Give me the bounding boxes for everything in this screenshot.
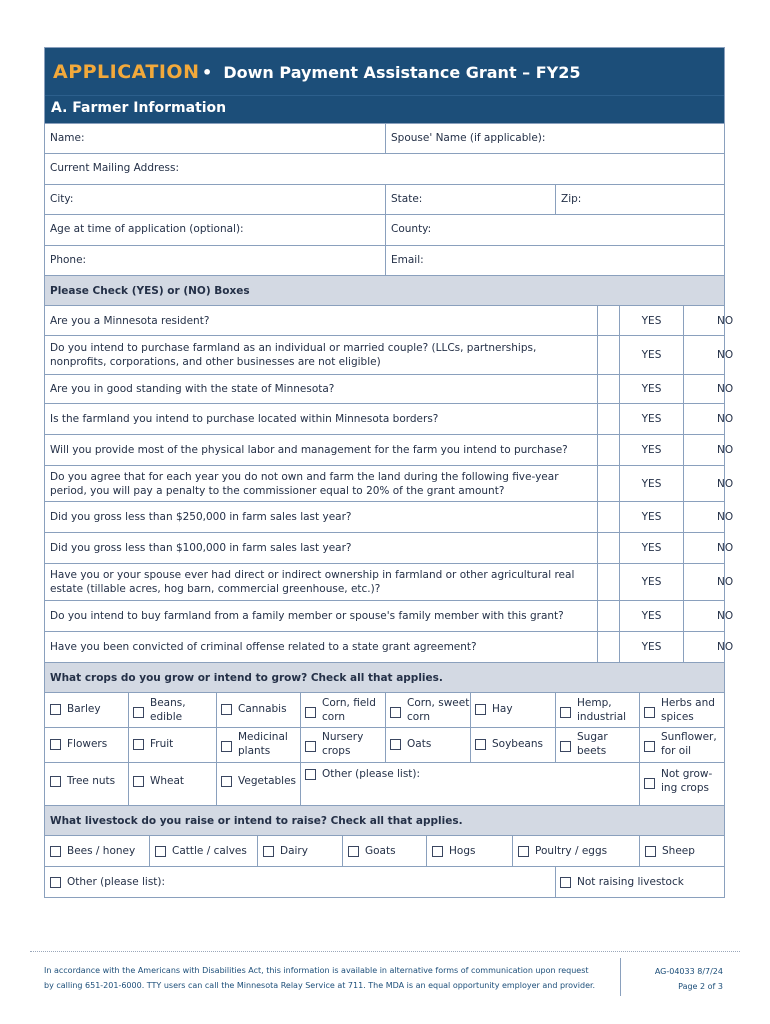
spouse-name-field[interactable] [385, 124, 724, 153]
yes-label: YES [619, 533, 683, 563]
checkbox[interactable] [348, 846, 359, 857]
crops-grid [45, 692, 724, 805]
checkbox[interactable] [50, 776, 61, 787]
question-text: Are you in good standing with the state of Minnesota? [50, 383, 335, 395]
crop-label: Medicinal plants [238, 731, 288, 757]
yes-checkbox-cell[interactable] [597, 375, 619, 403]
yes-no-heading: Please Check (YES) or (NO) Boxes [50, 285, 250, 297]
section-a-header [45, 95, 724, 123]
crop-option[interactable] [475, 737, 543, 751]
question-row [45, 374, 734, 403]
crop-label: Wheat [150, 775, 185, 787]
no-checkbox-cell[interactable] [683, 632, 705, 662]
yes-checkbox-cell[interactable] [597, 601, 619, 631]
no-label: NO [717, 610, 734, 622]
yes-label: YES [619, 502, 683, 532]
livestock-label: Cattle / calves [172, 845, 247, 857]
checkbox[interactable] [155, 846, 166, 857]
footer-meta [628, 964, 723, 994]
crop-label: Hemp, industrial [577, 697, 627, 723]
no-label: NO [717, 542, 734, 554]
question-text: Have you been convicted of criminal offense related to a state grant agreement? [50, 641, 477, 653]
form-title [202, 63, 581, 82]
no-checkbox-cell[interactable] [683, 336, 705, 374]
livestock-label: Not raising livestock [577, 876, 684, 888]
grid-line [426, 836, 427, 866]
title-bullet: • [202, 63, 213, 82]
crop-option[interactable] [133, 737, 173, 751]
crop-option[interactable] [644, 730, 722, 758]
question-text: Did you gross less than $100,000 in farm sales last year? [50, 542, 352, 554]
city-field[interactable] [45, 185, 385, 214]
question-row [45, 434, 734, 465]
footer-divider [30, 951, 740, 952]
crop-label: Sunflower, for oil [661, 731, 717, 757]
no-checkbox-cell[interactable] [683, 375, 705, 403]
age-field[interactable] [45, 215, 385, 245]
age-row [45, 214, 724, 245]
state-label: State: [391, 193, 423, 205]
yes-label: YES [619, 632, 683, 662]
livestock-row [45, 835, 724, 866]
crop-label: Flowers [67, 738, 108, 750]
name-label: Name: [50, 132, 85, 144]
question-text: Are you a Minnesota resident? [50, 314, 210, 327]
name-row [45, 123, 724, 153]
crop-option[interactable] [475, 702, 513, 716]
footer-notice-line: In accordance with the Americans with Disabilities Act, this information is available in alternative forms of communication upon request [44, 966, 589, 975]
livestock-option[interactable] [263, 844, 308, 858]
checkbox[interactable] [133, 776, 144, 787]
crop-option[interactable] [644, 767, 722, 795]
yes-label: YES [619, 336, 683, 374]
application-label: APPLICATION [53, 61, 200, 83]
crop-label: Herbs and spices [661, 697, 715, 723]
crop-label: Other (please list): [322, 768, 421, 780]
crop-label: Corn, sweet corn [407, 697, 470, 723]
city-label: City: [50, 193, 74, 205]
yes-label: YES [619, 466, 683, 501]
section-a-title: A. Farmer Information [51, 100, 227, 116]
checkbox[interactable] [560, 741, 571, 752]
yes-no-heading-bar [45, 275, 724, 305]
footer-separator [620, 958, 621, 996]
crop-label: Corn, field corn [322, 697, 376, 723]
checkbox[interactable] [305, 741, 316, 752]
yes-checkbox-cell[interactable] [597, 404, 619, 434]
no-label: NO [717, 314, 734, 327]
livestock-option-other[interactable] [50, 875, 165, 889]
checkbox[interactable] [221, 741, 232, 752]
grid-line [555, 693, 556, 762]
crop-option[interactable] [50, 774, 115, 788]
phone-row [45, 245, 724, 275]
yes-label: YES [619, 404, 683, 434]
yes-label: YES [619, 306, 683, 335]
livestock-label: Bees / honey [67, 845, 136, 857]
yes-checkbox-cell[interactable] [597, 502, 619, 532]
no-checkbox-cell[interactable] [683, 466, 705, 501]
application-form [44, 47, 734, 898]
livestock-option[interactable] [518, 844, 607, 858]
crop-option[interactable] [305, 730, 375, 758]
grid-line [639, 693, 640, 805]
mailing-address-label: Current Mailing Address: [50, 162, 180, 174]
checkbox[interactable] [221, 704, 232, 715]
crop-label: Cannabis [238, 703, 287, 715]
mailing-address-field[interactable] [45, 154, 724, 184]
yes-checkbox-cell[interactable] [597, 306, 619, 335]
crop-label: Beans, edible [150, 697, 186, 723]
title-bar [45, 48, 724, 95]
livestock-option[interactable] [348, 844, 396, 858]
checkbox[interactable] [50, 877, 61, 888]
livestock-label: Sheep [662, 845, 695, 857]
crop-label: Not grow-ing crops [661, 768, 713, 794]
yes-checkbox-cell[interactable] [597, 336, 619, 374]
yes-label: YES [619, 564, 683, 600]
age-label: Age at time of application (optional): [50, 223, 244, 235]
grid-line [470, 693, 471, 762]
form-id: AG-04033 8/7/24 [654, 967, 723, 976]
city-row [45, 184, 724, 214]
crop-label: Hay [492, 703, 513, 715]
crop-option[interactable] [133, 774, 184, 788]
form-title-text: Down Payment Assistance Grant – FY25 [223, 63, 581, 82]
livestock-heading: What livestock do you raise or intend to raise? Check all that applies. [50, 815, 463, 827]
question-text: Is the farmland you intend to purchase located within Minnesota borders? [50, 413, 439, 425]
checkbox[interactable] [390, 739, 401, 750]
footer-notice-line: by calling 651-201-6000. TTY users can call the Minnesota Relay Service at 711. The MDA is an equal opportunity employer and provider. [44, 981, 596, 990]
crop-label: Soybeans [492, 738, 543, 750]
question-text: Do you agree that for each year you do not own and farm the land during the following five-year period, you will pay a penalty to the commissioner equal to 20% of the grant amount? [50, 470, 559, 497]
crop-option[interactable] [560, 730, 620, 758]
crop-option[interactable] [390, 737, 431, 751]
crop-option[interactable] [221, 702, 287, 716]
livestock-label: Other (please list): [67, 876, 166, 888]
not-raising-livestock-option[interactable] [560, 875, 684, 889]
checkbox[interactable] [305, 769, 316, 780]
phone-field[interactable] [45, 246, 385, 275]
crop-option[interactable] [390, 696, 470, 724]
name-field[interactable] [45, 124, 385, 153]
no-label: NO [717, 511, 734, 523]
livestock-option[interactable] [50, 844, 135, 858]
question-row [45, 563, 734, 600]
grid-line [45, 762, 724, 763]
yes-label: YES [619, 435, 683, 465]
grid-line [149, 836, 150, 866]
question-row [45, 335, 734, 374]
checkbox[interactable] [644, 741, 655, 752]
no-checkbox-cell[interactable] [683, 564, 705, 600]
state-field[interactable] [385, 185, 555, 214]
livestock-label: Hogs [449, 845, 476, 857]
checkbox[interactable] [133, 707, 144, 718]
no-label: NO [717, 444, 734, 456]
crops-heading: What crops do you grow or intend to grow? Check all that applies. [50, 672, 443, 684]
crop-option[interactable] [50, 702, 101, 716]
checkbox[interactable] [644, 707, 655, 718]
question-row [45, 465, 734, 501]
email-field[interactable] [385, 246, 724, 275]
livestock-other-row [45, 866, 724, 897]
livestock-label: Dairy [280, 845, 308, 857]
crop-label: Fruit [150, 738, 174, 750]
crop-label: Vegetables [238, 775, 297, 787]
grid-line [342, 836, 343, 866]
grid-line [555, 867, 556, 897]
checkbox[interactable] [50, 704, 61, 715]
checkbox[interactable] [305, 707, 316, 718]
no-label: NO [717, 641, 734, 653]
grid-line [639, 836, 640, 866]
grid-line [216, 693, 217, 805]
checkbox[interactable] [645, 846, 656, 857]
crop-option[interactable] [133, 696, 203, 724]
no-label: NO [717, 349, 734, 361]
question-text: Will you provide most of the physical labor and management for the farm you intend to purchase? [50, 444, 568, 456]
grid-line [300, 693, 301, 805]
question-text: Do you intend to buy farmland from a family member or spouse's family member with this grant? [50, 610, 564, 622]
livestock-option[interactable] [155, 844, 247, 858]
no-checkbox-cell[interactable] [683, 435, 705, 465]
livestock-label: Goats [365, 845, 396, 857]
no-label: NO [717, 383, 734, 395]
address-row [45, 153, 724, 184]
county-field[interactable] [385, 215, 724, 245]
crop-option[interactable] [221, 774, 296, 788]
no-checkbox-cell[interactable] [683, 306, 705, 335]
yes-label: YES [619, 375, 683, 403]
no-label: NO [717, 413, 734, 425]
no-label: NO [717, 576, 734, 588]
spouse-name-label: Spouse' Name (if applicable): [391, 132, 546, 144]
checkbox[interactable] [263, 846, 274, 857]
yes-checkbox-cell[interactable] [597, 466, 619, 501]
phone-label: Phone: [50, 254, 87, 266]
crop-option-other[interactable] [305, 767, 420, 781]
yes-checkbox-cell[interactable] [597, 435, 619, 465]
checkbox[interactable] [390, 707, 401, 718]
crop-option[interactable] [644, 696, 722, 724]
no-checkbox-cell[interactable] [683, 502, 705, 532]
checkbox[interactable] [518, 846, 529, 857]
yes-checkbox-cell[interactable] [597, 632, 619, 662]
email-label: Email: [391, 254, 424, 266]
question-row [45, 305, 734, 335]
checkbox[interactable] [475, 704, 486, 715]
livestock-option[interactable] [645, 844, 695, 858]
county-label: County: [391, 223, 432, 235]
question-text: Have you or your spouse ever had direct or indirect ownership in farmland or other agricultural real estate (tillable acres, hog barn, commercial greenhouse, etc.)? [50, 569, 575, 595]
checkbox[interactable] [50, 739, 61, 750]
crop-label: Oats [407, 738, 432, 750]
zip-field[interactable] [555, 185, 724, 214]
livestock-label: Poultry / eggs [535, 845, 608, 857]
crop-label: Tree nuts [67, 775, 116, 787]
crop-label: Barley [67, 703, 101, 715]
livestock-option[interactable] [432, 844, 475, 858]
no-checkbox-cell[interactable] [683, 601, 705, 631]
question-row [45, 631, 734, 662]
yes-label: YES [619, 601, 683, 631]
question-row [45, 532, 734, 563]
checkbox[interactable] [221, 776, 232, 787]
checkbox[interactable] [560, 707, 571, 718]
crop-option[interactable] [221, 730, 293, 758]
crop-option[interactable] [560, 696, 632, 724]
zip-label: Zip: [561, 193, 582, 205]
checkbox[interactable] [644, 778, 655, 789]
question-row [45, 501, 734, 532]
no-checkbox-cell[interactable] [683, 404, 705, 434]
checkbox[interactable] [475, 739, 486, 750]
page-number: Page 2 of 3 [678, 982, 723, 991]
grid-line [128, 693, 129, 805]
checkbox[interactable] [432, 846, 443, 857]
checkbox[interactable] [560, 877, 571, 888]
checkbox[interactable] [50, 846, 61, 857]
crop-option[interactable] [50, 737, 107, 751]
question-text: Did you gross less than $250,000 in farm sales last year? [50, 511, 352, 523]
yes-checkbox-cell[interactable] [597, 564, 619, 600]
crop-option[interactable] [305, 696, 377, 724]
question-text: Do you intend to purchase farmland as an individual or married couple? (LLCs, partnerships, nonprofits, corporations, and other businesses are not eligible) [50, 342, 537, 368]
crop-label: Nursery crops [322, 731, 364, 757]
checkbox[interactable] [133, 739, 144, 750]
crops-heading-bar [45, 662, 724, 692]
footer-notice [44, 963, 604, 993]
livestock-heading-bar [45, 805, 724, 835]
question-row [45, 600, 734, 631]
grid-line [512, 836, 513, 866]
no-label: NO [717, 477, 734, 490]
grid-line [385, 693, 386, 762]
no-checkbox-cell[interactable] [683, 533, 705, 563]
question-row [45, 403, 734, 434]
yes-checkbox-cell[interactable] [597, 533, 619, 563]
grid-line [257, 836, 258, 866]
crop-label: Sugar beets [577, 731, 608, 757]
